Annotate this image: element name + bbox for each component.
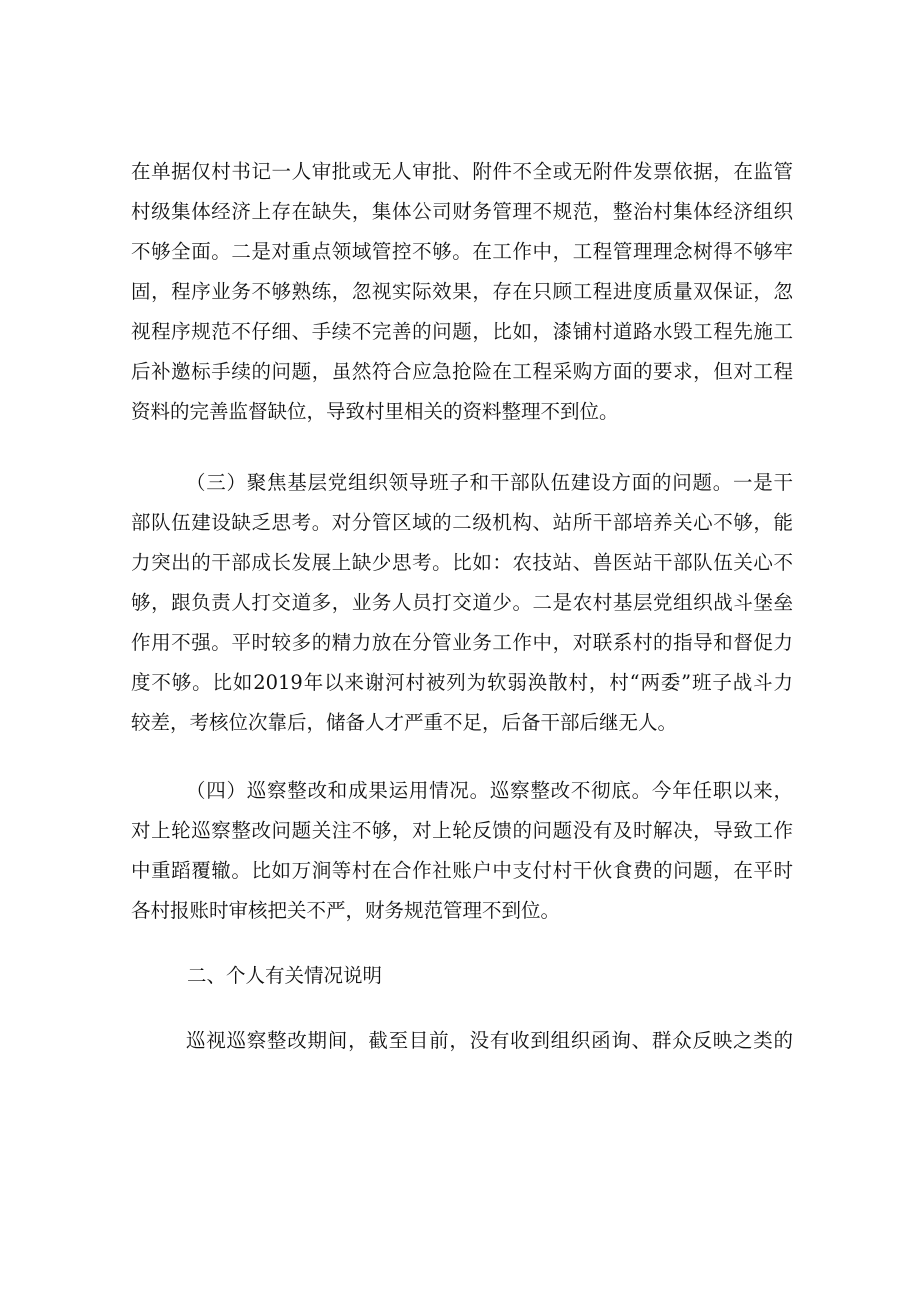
paragraph-1-line-2: 村级集体经济上存在缺失，集体公司财务管理不规范，整治村集体经济组织 (131, 200, 793, 223)
paragraph-3-line-2: 对上轮巡察整改问题关注不够，对上轮反馈的问题没有及时解决，导致工作 (131, 819, 793, 842)
paragraph-1-line-7: 资料的完善监督缺位，导致村里相关的资料整理不到位。 (131, 400, 619, 423)
paragraph-3-line-3: 中重蹈覆辙。比如万涧等村在合作社账户中支付村干伙食费的问题，在平时 (131, 859, 793, 882)
paragraph-1-line-3: 不够全面。二是对重点领域管控不够。在工作中，工程管理理念树得不够牢 (131, 240, 793, 263)
paragraph-2-line-5: 作用不强。平时较多的精力放在分管业务工作中，对联系村的指导和督促力 (131, 631, 793, 654)
paragraph-4-line-1: 巡视巡察整改期间，截至目前，没有收到组织函询、群众反映之类的 (186, 1029, 793, 1052)
paragraph-2-line-3: 力突出的干部成长发展上缺少思考。比如：农技站、兽医站干部队伍关心不 (131, 551, 793, 574)
paragraph-2-line-4: 够，跟负责人打交道多，业务人员打交道少。二是农村基层党组织战斗堡垒 (131, 591, 793, 614)
paragraph-1-line-6: 后补邀标手续的问题，虽然符合应急抢险在工程采购方面的要求，但对工程 (131, 360, 793, 383)
paragraph-2-line-6: 度不够。比如2019年以来谢河村被列为软弱涣散村，村“两委”班子战斗力 (131, 671, 793, 694)
paragraph-3-line-4: 各村报账时审核把关不严，财务规范管理不到位。 (131, 899, 561, 922)
paragraph-1-line-1: 在单据仅村书记一人审批或无人审批、附件不全或无附件发票依据，在监管 (131, 160, 793, 183)
paragraph-2-line-1: （三）聚焦基层党组织领导班子和干部队伍建设方面的问题。一是干 (186, 471, 793, 494)
paragraph-2-line-2: 部队伍建设缺乏思考。对分管区域的二级机构、站所干部培养关心不够，能 (131, 511, 793, 534)
paragraph-1-line-4: 固，程序业务不够熟练，忽视实际效果，存在只顾工程进度质量双保证，忽 (131, 280, 793, 303)
paragraph-3-line-1: （四）巡察整改和成果运用情况。巡察整改不彻底。今年任职以来， (186, 779, 793, 802)
paragraph-1-line-5: 视程序规范不仔细、手续不完善的问题，比如，漆铺村道路水毁工程先施工 (131, 320, 793, 343)
paragraph-2-line-7: 较差，考核位次靠后，储备人才严重不足，后备干部后继无人。 (131, 711, 678, 734)
section-heading: 二、个人有关情况说明 (187, 964, 383, 987)
